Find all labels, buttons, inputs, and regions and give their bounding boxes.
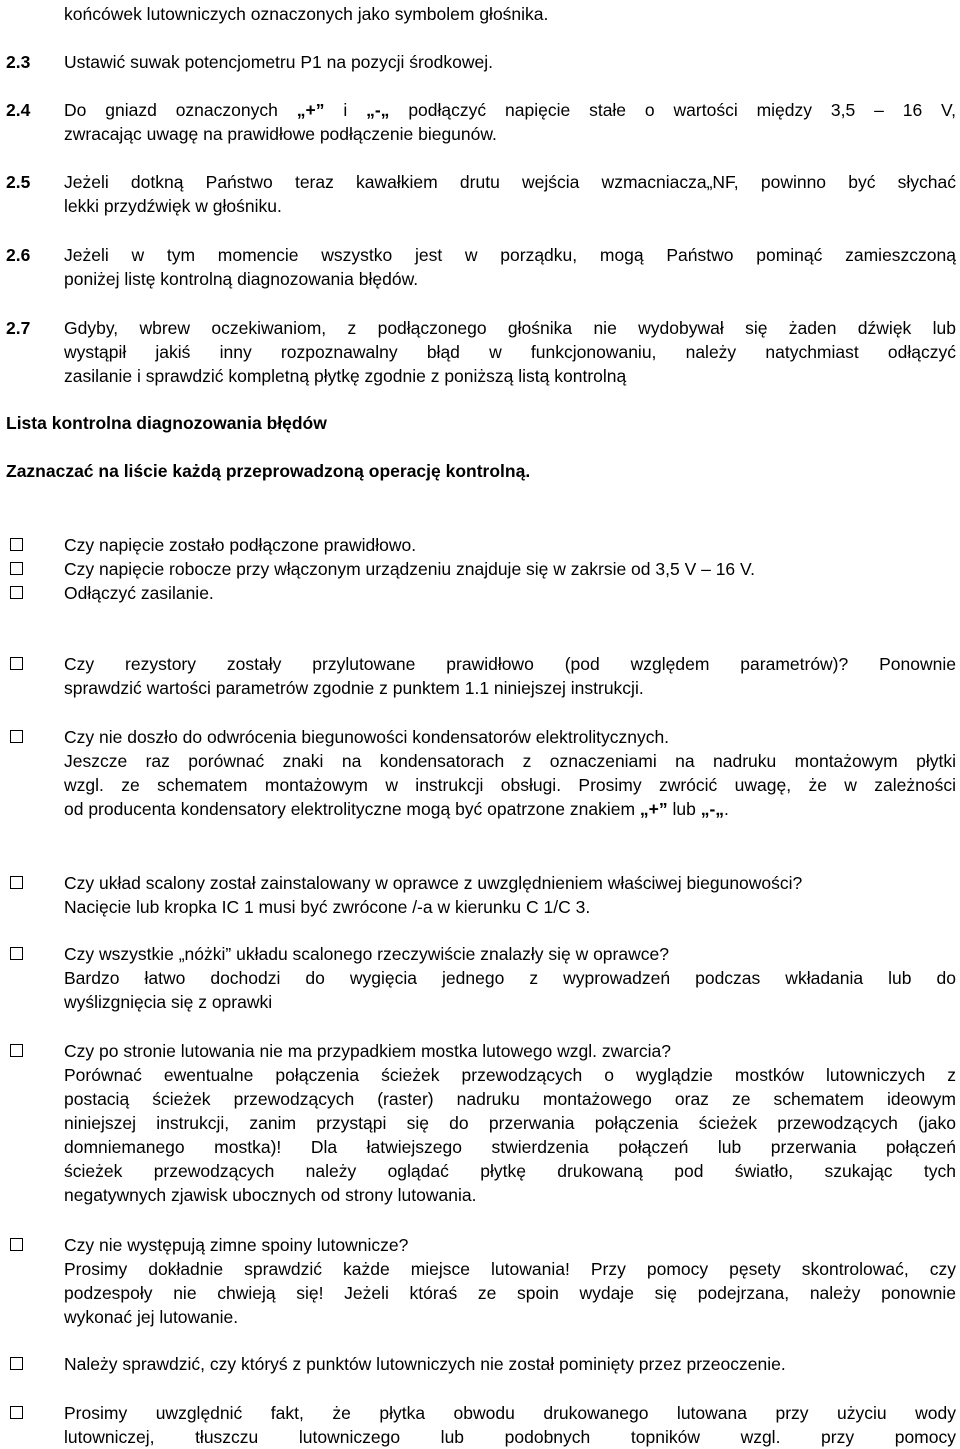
plus-symbol: „+” — [639, 799, 668, 819]
step-2-5-text: Jeżeli dotkną Państwo teraz kawałkiem drutu wejścia wzmacniacza„NF, powinno być słychać lekki przydźwięk w głośniku. — [64, 172, 956, 216]
check-item: Czy rezystory zostały przylutowane prawidłowo (pod względem parametrów)? Ponownie sprawdzić wartości parametrów zgodnie z punktem 1.1 niniejszej instrukcji. — [64, 654, 956, 698]
check-item: Czy napięcie zostało podłączone prawidłowo. — [64, 535, 417, 555]
check-item: Czy wszystkie „nóżki” układu scalonego rzeczywiście znalazły się w oprawce? Bardzo łatwo dochodzi do wygięcia jednego z wyprowadzeń podczas wkładania lub do wyślizgnięcia się z oprawki — [64, 944, 956, 1012]
step-2-7-text: Gdyby, wbrew oczekiwaniom, z podłączonego głośnika nie wydobywał się żaden dźwięk lub wystąpił jakiś inny rozpoznawalny błąd w funkcjonowaniu, należy natychmiast odłączyć zasilanie i sprawdzić kompletną płytkę zgodnie z poniższą listą kontrolną — [64, 318, 956, 386]
checkbox[interactable] — [10, 1406, 23, 1419]
check-item: Prosimy uwzględnić fakt, że płytka obwodu drukowanego lutowana przy użyciu wody lutowniczej, tłuszczu lutowniczego lub podobnych topników wzgl. przy pomocy — [64, 1403, 956, 1447]
checkbox[interactable] — [10, 1357, 23, 1370]
check-item: Należy sprawdzić, czy któryś z punktów lutowniczych nie został pominięty przez przeoczenie. — [64, 1354, 786, 1374]
step-number: 2.5 — [6, 172, 31, 192]
step-2-4-text: Do gniazd oznaczonych „+” i „-„ podłączyć napięcie stałe o wartości między 3,5 – 16 V, zwracając uwagę na prawidłowe podłączenie biegunów. — [64, 100, 956, 144]
step-2-4-line: Do gniazd oznaczonych „+” i „-„ podłączyć napięcie stałe o wartości między 3,5 – 16 V, — [64, 100, 956, 120]
minus-symbol: „-„ — [366, 100, 390, 120]
checkbox[interactable] — [10, 657, 23, 670]
step-2-6-text: Jeżeli w tym momencie wszystko jest w porządku, mogą Państwo pominąć zamieszczoną poniżej listę kontrolną diagnozowania błędów. — [64, 245, 956, 289]
check-item: Czy układ scalony został zainstalowany w oprawce z uwzględnieniem właściwej biegunowości? Nacięcie lub kropka IC 1 musi być zwrócone /-a w kierunku C 1/C 3. — [64, 873, 803, 917]
step-number: 2.7 — [6, 318, 31, 338]
check-item: Czy nie doszło do odwrócenia biegunowości kondensatorów elektrolitycznych. Jeszcze raz porównać znaki na kondensatorach z oznaczeniami na nadruku montażowym płytki wzgl. ze schematem montażowym w instrukcji obsługi. Prosimy zwrócić uwagę, że w zależności od producenta kondensatory elektrolityczne mogą być opatrzone znakiem „+” lub „-„. — [64, 727, 956, 819]
checkbox[interactable] — [10, 876, 23, 889]
check-item: Czy po stronie lutowania nie ma przypadkiem mostka lutowego wzgl. zwarcia? Porównać ewentualne połączenia ścieżek przewodzących o wyglądzie mostków lutowniczych z postacią ścieżek przewodzących (raster) nadruku montażowego oraz ze schematem ideowym niniejszej instrukcji, zanim przystąpi się do przerwania połączenia ścieżek przewodzących (jako domniemanego mostka)! Dla łatwiejszego stwierdzenia połączeń lub przerwania połączeń ścieżek przewodzących należy oglądać płytkę drukowaną pod światło, szukając tych negatywnych zjawisk ubocznych od strony lutowania. — [64, 1041, 956, 1205]
check-item-last-line: od producenta kondensatory elektrolityczne mogą być opatrzone znakiem „+” lub „-„. — [64, 799, 729, 819]
step-2-3-text: Ustawić suwak potencjometru P1 na pozycji środkowej. — [64, 52, 493, 72]
check-item: Czy napięcie robocze przy włączonym urządzeniu znajduje się w zakrsie od 3,5 V – 16 V. — [64, 559, 755, 579]
check-item: Czy nie występują zimne spoiny lutownicze? Prosimy dokładnie sprawdzić każde miejsce lutowania! Przy pomocy pęsety skontrolować, czy podzespoły nie chwieją się! Jeżeli któraś ze spoin wydaje się podejrzana, należy ponownie wykonać jej lutowanie. — [64, 1235, 956, 1327]
checkbox[interactable] — [10, 1238, 23, 1251]
checkbox[interactable] — [10, 562, 23, 575]
checkbox[interactable] — [10, 947, 23, 960]
checkbox[interactable] — [10, 586, 23, 599]
step-number: 2.3 — [6, 52, 31, 72]
plus-symbol: „+” — [296, 100, 325, 120]
checkbox[interactable] — [10, 538, 23, 551]
intro-line: końcówek lutowniczych oznaczonych jako symbolem głośnika. — [64, 4, 549, 24]
check-item: Odłączyć zasilanie. — [64, 583, 214, 603]
checkbox[interactable] — [10, 730, 23, 743]
step-number: 2.6 — [6, 245, 31, 265]
step-number: 2.4 — [6, 100, 31, 120]
checklist-title: Lista kontrolna diagnozowania błędów — [6, 413, 327, 433]
checkbox[interactable] — [10, 1044, 23, 1057]
checklist-instruction: Zaznaczać na liście każdą przeprowadzoną operację kontrolną. — [6, 461, 531, 481]
minus-symbol: „-„ — [700, 799, 725, 819]
